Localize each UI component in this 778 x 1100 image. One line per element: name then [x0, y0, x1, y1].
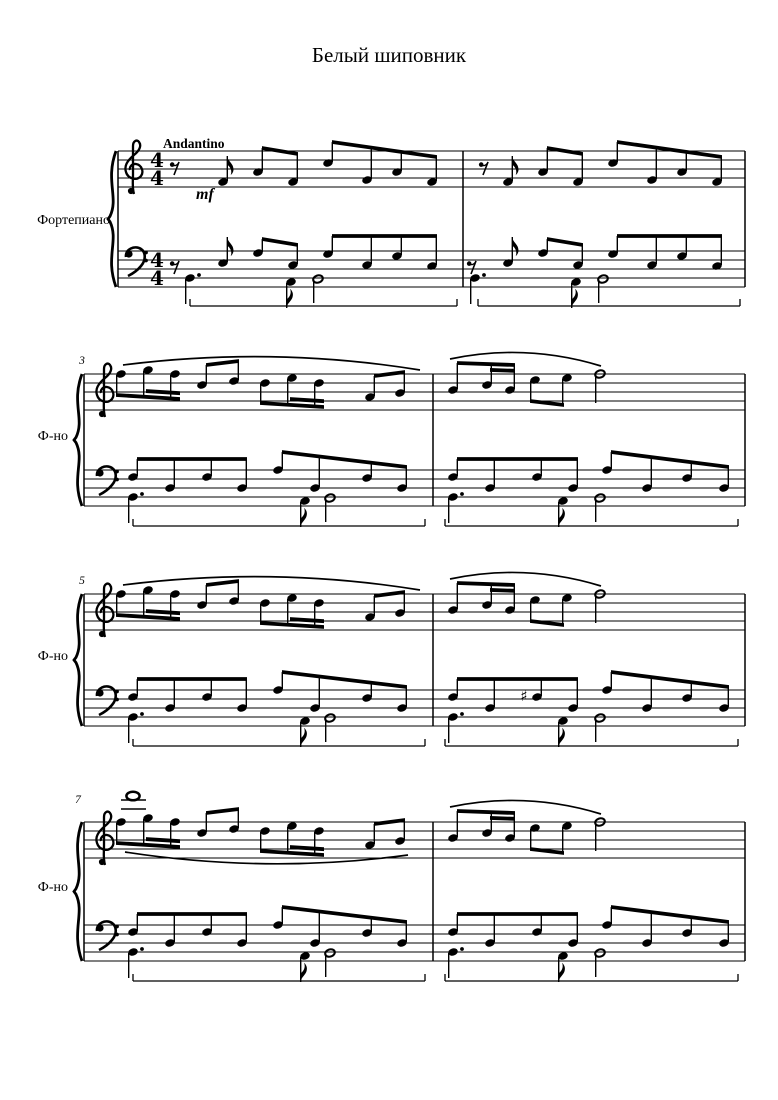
instrument-label: Ф-но — [37, 429, 68, 444]
tempo-marking: Andantino — [163, 136, 225, 151]
treble-clef — [96, 584, 113, 638]
bass-clef — [96, 921, 119, 950]
bass-clef — [115, 470, 119, 474]
score-systems — [37, 136, 745, 982]
bass-clef — [96, 466, 119, 495]
eighth-flag — [559, 963, 565, 982]
bass-clef — [144, 259, 148, 263]
beam — [282, 905, 407, 924]
treble-clef — [128, 188, 134, 194]
beam — [490, 816, 515, 821]
augmentation-dot — [197, 273, 201, 277]
beam — [457, 912, 578, 916]
treble-clef — [96, 812, 113, 866]
eighth-rest — [471, 261, 476, 274]
beam — [137, 677, 247, 681]
eighth-rest — [174, 261, 179, 274]
beam — [137, 457, 247, 461]
brace — [74, 594, 82, 726]
instrument-label: Ф-но — [37, 880, 68, 895]
time-signature: 4 — [150, 266, 164, 290]
augmentation-dot — [460, 712, 464, 716]
augmentation-dot — [460, 947, 464, 951]
beam — [137, 912, 247, 916]
bass-clef — [115, 698, 119, 702]
eighth-flag — [227, 156, 233, 175]
instrument-label: Ф-но — [37, 649, 68, 664]
measure-number: 3 — [79, 355, 85, 367]
beam — [530, 847, 564, 855]
beam — [374, 370, 405, 378]
beam — [332, 234, 437, 238]
beam — [490, 368, 515, 373]
eighth-flag — [301, 963, 307, 982]
beam — [290, 845, 324, 851]
augmentation-dot — [482, 273, 486, 277]
beam — [146, 609, 180, 615]
beam — [457, 809, 515, 815]
bass-clef — [115, 478, 119, 482]
beam — [457, 361, 515, 367]
beam — [457, 677, 578, 681]
system-4 — [38, 792, 745, 982]
eighth-flag — [512, 237, 518, 256]
beam — [206, 579, 239, 587]
system-3 — [38, 572, 745, 747]
eighth-flag — [572, 289, 578, 308]
eighth-flag — [287, 289, 293, 308]
system-1 — [37, 136, 745, 308]
beam — [206, 359, 239, 367]
beam — [617, 234, 722, 238]
bass-clef — [115, 925, 119, 929]
beam — [611, 905, 729, 924]
eighth-flag — [512, 156, 518, 175]
slur — [123, 357, 420, 370]
time-signature: 4 — [150, 166, 164, 190]
brace — [74, 822, 82, 961]
beam — [290, 617, 324, 623]
treble-clef — [99, 859, 105, 865]
eighth-flag — [301, 508, 307, 527]
measure-number: 7 — [75, 794, 81, 806]
treble-clef — [96, 812, 113, 865]
beam — [332, 140, 437, 159]
time-signature: 4 — [150, 248, 164, 272]
beam — [611, 670, 729, 689]
bass-clef — [115, 690, 119, 694]
measure-number: 5 — [79, 575, 85, 587]
beam — [611, 450, 729, 469]
beam — [262, 237, 298, 247]
time-signature: 4 — [150, 148, 164, 172]
beam — [617, 140, 722, 159]
eighth-flag — [559, 728, 565, 747]
augmentation-dot — [460, 492, 464, 496]
beam — [457, 581, 515, 587]
beam — [490, 588, 515, 593]
bass-clef — [96, 686, 119, 715]
beam — [146, 389, 180, 395]
eighth-flag — [559, 508, 565, 527]
augmentation-dot — [140, 492, 144, 496]
piece-title: Белый шиповник — [311, 43, 467, 67]
beam — [547, 237, 583, 247]
treble-clef — [99, 411, 105, 417]
treble-clef — [96, 584, 113, 637]
augmentation-dot — [140, 712, 144, 716]
brace — [74, 374, 82, 506]
treble-clef — [125, 141, 142, 194]
beam — [290, 397, 324, 403]
treble-clef — [125, 141, 142, 195]
beam — [457, 457, 578, 461]
beam — [374, 818, 405, 826]
augmentation-dot — [140, 947, 144, 951]
treble-clef — [96, 364, 113, 417]
whole-note-head — [126, 792, 139, 801]
beam — [146, 837, 180, 843]
beam — [530, 399, 564, 407]
eighth-flag — [227, 237, 233, 256]
dynamic-marking: mf — [196, 186, 214, 203]
treble-clef — [96, 364, 113, 418]
bass-clef — [144, 251, 148, 255]
beam — [282, 450, 407, 469]
eighth-flag — [301, 728, 307, 747]
system-2 — [38, 352, 745, 527]
sharp-accidental: ♯ — [520, 687, 528, 705]
slur — [123, 577, 420, 590]
instrument-label: Фортепиано — [37, 213, 110, 228]
bass-clef — [115, 933, 119, 937]
beam — [374, 590, 405, 598]
beam — [206, 807, 239, 815]
beam — [282, 670, 407, 689]
treble-clef — [99, 631, 105, 637]
beam — [530, 619, 564, 627]
bass-clef — [125, 247, 147, 276]
